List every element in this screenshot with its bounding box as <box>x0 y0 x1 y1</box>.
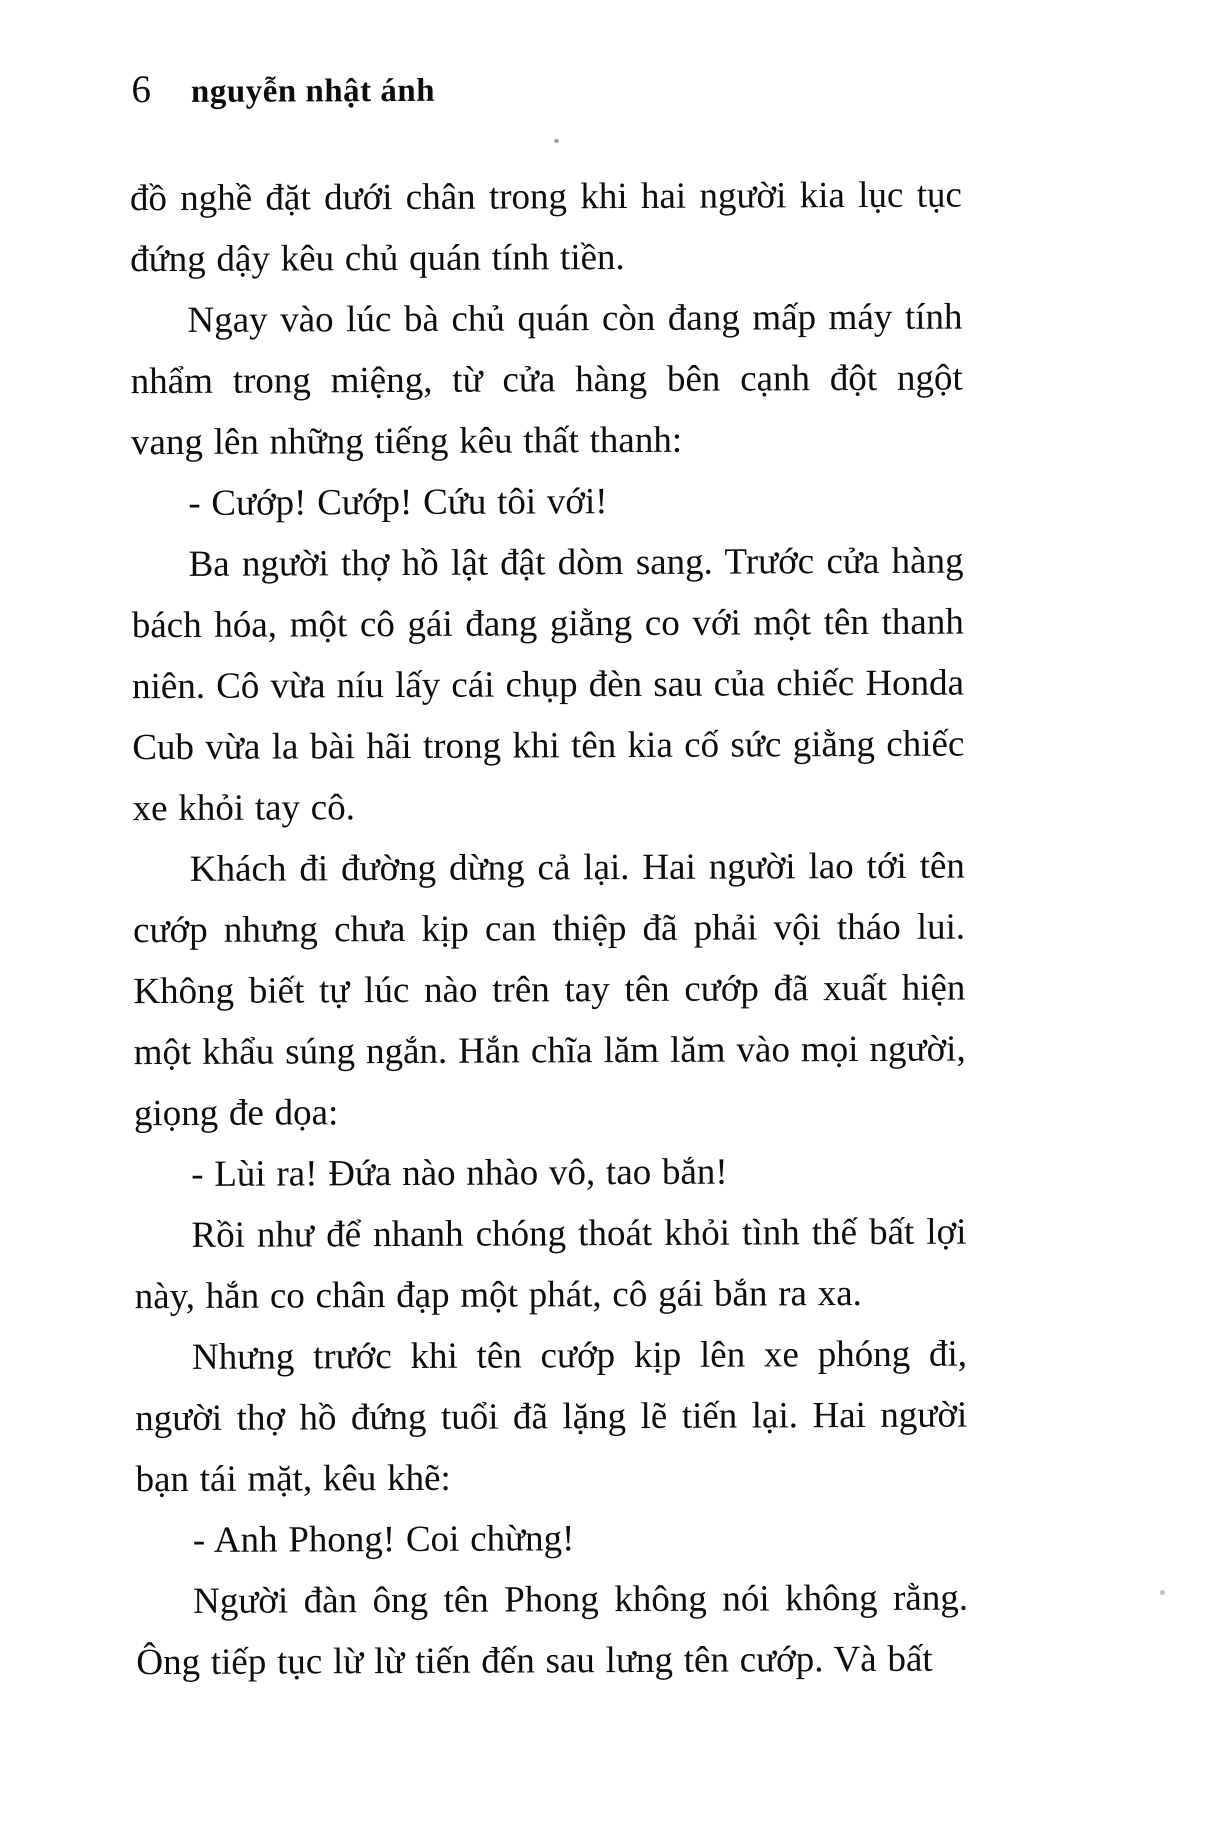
scan-speck <box>554 139 559 143</box>
paragraph-continuation: đồ nghề đặt dưới chân trong khi hai người kia lục tục đứng dậy kêu chủ quán tính tiền. <box>129 174 963 281</box>
dialogue-line: - Anh Phong! Coi chừng! <box>192 1518 575 1561</box>
page-number: 6 <box>131 68 152 112</box>
scan-speck <box>1160 1590 1165 1595</box>
dialogue-line: - Lùi ra! Đứa nào nhào vô, tao bắn! <box>191 1151 728 1195</box>
page-body <box>130 165 969 1694</box>
running-title: nguyễn nhật ánh <box>190 72 436 110</box>
paragraph: Rồi như để nhanh chóng thoát khỏi tình thế bất lợi này, hắn co chân đạp một phát, cô gái bắn ra xa. <box>134 1211 967 1318</box>
paragraph: Khách đi đường dừng cả lại. Hai người lao tới tên cướp nhưng chưa kịp can thiệp đã phải vội tháo lui. Không biết tự lúc nào trên tay tên cướp đã xuất hiện một khẩu súng ngắn. Hắn chĩa lăm lăm vào mọi người, giọng đe dọa: <box>133 845 966 1135</box>
paragraph: Người đàn ông tên Phong không nói không rằng. Ông tiếp tục lừ lừ tiến đến sau lưng tên cướp. Và bất <box>136 1577 969 1684</box>
paragraph: Ngay vào lúc bà chủ quán còn đang mấp máy tính nhẩm trong miệng, từ cửa hàng bên cạnh đột ngột vang lên những tiếng kêu thất thanh: <box>130 296 963 464</box>
paragraph: Nhưng trước khi tên cướp kịp lên xe phóng đi, người thợ hồ đứng tuổi đã lặng lẽ tiến lại. Hai người bạn tái mặt, kêu khẽ: <box>135 1333 968 1501</box>
page-header <box>131 66 435 112</box>
dialogue-line: - Cướp! Cướp! Cứu tôi với! <box>188 481 608 524</box>
paragraph: Ba người thợ hồ lật đật dòm sang. Trước cửa hàng bách hóa, một cô gái đang giằng co với một tên thanh niên. Cô vừa níu lấy cái chụp đèn sau của chiếc Honda Cub vừa la bài hãi trong khi tên kia cố sức giằng chiếc xe khỏi tay cô. <box>131 540 965 830</box>
